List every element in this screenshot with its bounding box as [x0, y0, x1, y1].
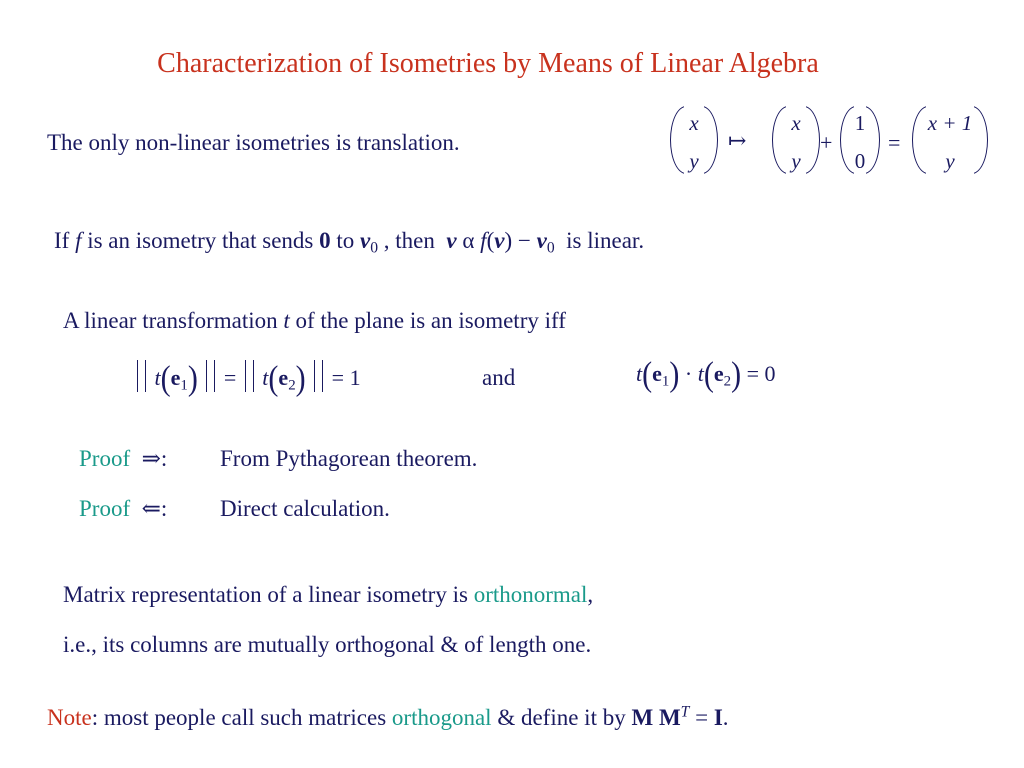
- proof-forward-text: From Pythagorean theorem.: [220, 446, 478, 471]
- slide-title: Characterization of Isometries by Means of Linear Algebra: [157, 48, 819, 79]
- value-zero: 0: [764, 361, 776, 386]
- text-if: If: [54, 228, 70, 253]
- norm-bars: [245, 360, 254, 392]
- dot-product-formula: [636, 355, 776, 394]
- linear-transform-statement: [63, 309, 566, 332]
- var-v: v: [360, 228, 371, 253]
- equals-sign: =: [331, 365, 345, 390]
- matrix-representation-statement: [63, 583, 593, 606]
- text-linear: is linear.: [566, 228, 645, 253]
- big-paren-close: ): [295, 359, 306, 398]
- vector-e: e: [652, 361, 662, 386]
- colon: :: [160, 446, 168, 471]
- var-v: v: [494, 228, 505, 253]
- subscript-2: 2: [288, 377, 296, 394]
- identity-I: I: [713, 705, 723, 730]
- note-text: : most people call such matrices: [91, 705, 387, 730]
- implies-arrow: ⇒: [141, 446, 161, 471]
- term-orthogonal: orthogonal: [391, 705, 492, 730]
- big-paren-open: (: [268, 359, 279, 398]
- matrix-cell: y: [945, 149, 955, 173]
- norm-bars: [137, 360, 146, 392]
- var-v: v: [536, 228, 547, 253]
- vector-e: e: [278, 365, 289, 390]
- text-sends: is an isometry that sends: [87, 228, 314, 253]
- matrix-xy-left: [668, 106, 720, 176]
- big-paren-close: ): [187, 359, 198, 398]
- zero-vector: 0: [319, 228, 331, 253]
- maps-to-symbol: ↦: [728, 128, 747, 153]
- big-paren-close: ): [669, 355, 680, 394]
- norm-bars: [314, 360, 323, 392]
- norm-bars: [206, 360, 215, 392]
- matrix-M: M: [658, 705, 681, 730]
- text-then: , then: [383, 228, 435, 253]
- matrix-cell: x: [791, 111, 801, 135]
- paren-open: (: [486, 228, 495, 253]
- subscript-0: 0: [370, 239, 379, 257]
- big-paren-open: (: [703, 355, 714, 394]
- big-paren-open: (: [642, 355, 653, 394]
- isometry-linear-statement: [54, 228, 645, 257]
- big-paren-open: (: [160, 359, 171, 398]
- var-t: t: [154, 365, 161, 390]
- norm-formula: [134, 359, 361, 398]
- matrix-cell: 0: [854, 149, 866, 173]
- value-one: 1: [349, 365, 361, 390]
- note-label: Note: [47, 705, 92, 730]
- proof-forward: [79, 447, 167, 470]
- equals-sign: =: [888, 130, 901, 155]
- period: .: [722, 705, 729, 730]
- proof-backward: [79, 497, 167, 520]
- dot-operator: ·: [684, 361, 693, 386]
- transpose-T: T: [680, 703, 690, 721]
- proof-backward-text: Direct calculation.: [220, 496, 390, 521]
- matrix-cell: y: [791, 149, 801, 173]
- implied-by-arrow: ⇐: [141, 496, 161, 521]
- subscript-1: 1: [661, 373, 670, 390]
- var-t: t: [262, 365, 269, 390]
- big-paren-close: ): [731, 355, 742, 394]
- subscript-1: 1: [180, 377, 188, 394]
- var-f: f: [75, 228, 82, 253]
- var-f: f: [480, 228, 487, 253]
- var-t: t: [636, 361, 643, 386]
- matrix-cell: 1: [854, 111, 866, 135]
- var-t: t: [283, 308, 290, 333]
- matrix-xy-mid: [770, 106, 822, 176]
- text-isometry-iff: of the plane is an isometry iff: [295, 308, 566, 333]
- equals-sign: =: [746, 361, 759, 386]
- equals-sign: =: [695, 705, 709, 730]
- matrix-cell: x: [689, 111, 699, 135]
- text-matrix-rep: Matrix representation of a linear isometry is: [63, 582, 468, 607]
- term-orthonormal: orthonormal: [473, 582, 588, 607]
- comma: ,: [587, 582, 594, 607]
- paren-close: ): [504, 228, 513, 253]
- subscript-0: 0: [546, 239, 555, 257]
- alpha-symbol: α: [462, 228, 475, 253]
- matrix-representation-explanation: i.e., its columns are mutually orthogonal & of length one.: [63, 632, 592, 657]
- proof-label: Proof: [79, 496, 131, 521]
- matrix-cell: x + 1: [927, 111, 973, 135]
- matrix-translation-vector: [838, 106, 882, 176]
- vector-e: e: [170, 365, 181, 390]
- translation-statement: The only non-linear isometries is translation.: [47, 130, 460, 155]
- matrix-M: M: [631, 705, 654, 730]
- minus-sign: −: [517, 228, 531, 253]
- text-and: and: [482, 365, 516, 390]
- var-t: t: [697, 361, 704, 386]
- matrix-result: [910, 106, 990, 176]
- note-define: & define it by: [497, 705, 626, 730]
- subscript-2: 2: [723, 373, 732, 390]
- colon: :: [160, 496, 168, 521]
- text-linear-transformation: A linear transformation: [63, 308, 278, 333]
- vector-e: e: [713, 361, 724, 386]
- note-line: [47, 703, 729, 730]
- matrix-cell: y: [689, 149, 699, 173]
- var-v: v: [446, 228, 457, 253]
- text-to: to: [336, 228, 355, 253]
- equals-sign: =: [223, 365, 237, 390]
- proof-label: Proof: [79, 446, 131, 471]
- plus-sign: +: [820, 130, 833, 155]
